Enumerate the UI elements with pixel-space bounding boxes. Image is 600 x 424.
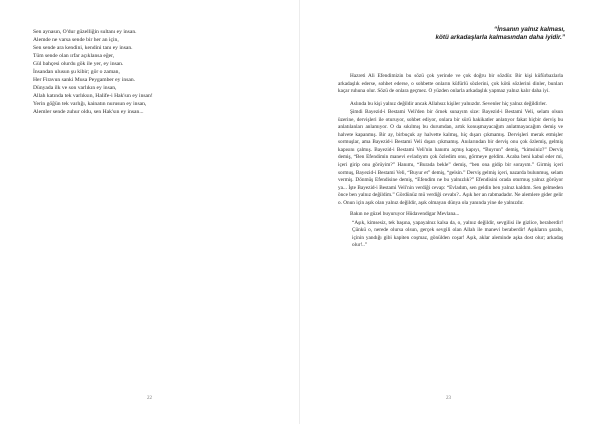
poem-line: Yerin göğün tek varlığı, kainatın nurusun ey insan,: [33, 101, 147, 108]
paragraph: Şimdi Bayezid-i Bestami Veli'den bir örnek sunayım size: Bayezid-i Bestami Veli, selam olsun üzerine, dervişleri ile oturuyor, sohbet ediyor, onlara bir sürü hakikatler anlatıyor fakat hiçbir derviş bu anlatılanları anlamıyor. O da sıkılmış bu durumdan, artık konuşmayacağım anlatmayacağım demiş ve halvete kapanmış. Bir ay, birbuçuk ay halvette kalmış, hiç dışarı çıkmamış. Dervişleri merak etmişler sormuşlar, ama Bayezid-i Bestami Veli dışarı çıkmamış. Anılarından bir derviş onu çok özlemiş, gelmiş kapısını çalmış. Bayezid-i Bestami Veli'nin hanımı açmış kapıyı, “Buyrun” demiş, “kimsiniz?” Derviş demiş, “Ben Efendimin manevi evladıyım çok özledim onu, görmeye geldim. Acaba beni kabul eder mi, içeri girip onu görüyim?” Hanımı, “Burada bekle” demiş, “ben ona gidip bir sorayım.” Girmiş içeri sormuş, Bayezid-i Bestami Veli, “Buyur et” demiş, “gelsin.” Derviş gelmiş içeri, nazarda bulunmuş, selam vermiş. Dönmüş Efendisine demiş, “Efendim ne bu yalnızlık?” Efendisini orada oturmuş yalnız görüyor ya... İşte Bayezid-i Bestami Veli'nin verdiği cevap: “Evladım, sen geldin ben yalnız kaldım. Sen gelmeden önce ben yalnız değildim.” Gördünüz mü verdiği cevabı?.. Aşık her an rabmadadır. Ne alemlere gider gelir o. Onun için aşık olan yalnız değildir, aşık olmayan dünya ola yanında yine de yalnızdır.: [338, 109, 563, 206]
poem-line: Sen aynasın, O'dur güzelliğin sultanı ey insan.: [33, 29, 137, 35]
poem-line: Tüm sende olan ırfar açıklansa eğer,: [33, 53, 115, 60]
poem-line: Gül bahçesi olurdu gök ile yer, ey insan.: [33, 61, 124, 68]
page-number-left: 22: [147, 396, 152, 401]
block-quote: “Aşık, kimsesiz, tek başına, yapayalnız kalsa da, o, yalnız değildir, sevgilisi ile gizlice, beraberdir! Çünkü o, nerede olursa olsun, gerçek sevgili olan Allah ile manevi beraberdir! Aşıkların şarabı, içinin yandığı gibi kapiten coşmaz, gönülden coşar! Aşık, aklar aleminde aşka dost olur; arkadaş olur!..”: [352, 219, 563, 249]
poem-line: Sen sende ara kendini, kendini tanı ey insan.: [33, 45, 133, 52]
quote-line: kötü arkadaşlarla kalmasından daha iyidir.”: [435, 34, 565, 41]
paragraph: Hazreti Ali Efendimizin bu sözü çok yerinde ve çok doğru bir sözdür. Bir kişi küfürbazlarla arkadaşlık ederse, sohbet ederse, o sohbette onların küfürlü sözlerini, çok kötü sözlerini dinler, bunları kaçar ruhuna olur. Sözü de onlara geçmez. O yüzden onlarla arkadaşlık yapmaz yalnız kalır daha iyi.: [338, 73, 563, 95]
quote-line: “İnsanın yalnız kalması,: [493, 26, 565, 33]
right-page: [300, 0, 600, 424]
poem-line: Alemler sende zuhur oldu, sen Hak'sın ey insan...: [33, 109, 144, 116]
epigraph-quote: [335, 26, 565, 42]
paragraph: Aslında bu kişi yalnız değildir ancak Allahsız kişiler yalnızdır. Sevenler hiç yalnız değildirler.: [350, 100, 547, 107]
poem-line: Dünyada ilk ve son varlıkın ey insan,: [33, 85, 117, 92]
poem: [33, 28, 283, 117]
poem-line: Her Firavun sanki Musa Peygamber ey insan.: [33, 77, 136, 84]
poem-line: Alemde ne varsa sende bir her an için,: [33, 37, 119, 44]
poem-line: İnsandan ulusun şu kibir; gör o zaman,: [33, 69, 120, 76]
body-text: [338, 73, 563, 250]
page-number-right: 23: [446, 396, 451, 401]
poem-line: Allah katında tek varlıksın, Halife-i Hak'sın ey insan!: [33, 93, 153, 100]
paragraph: Bakın ne güzel buyuruyor Hüdavendigar Mevlana...: [350, 211, 460, 218]
